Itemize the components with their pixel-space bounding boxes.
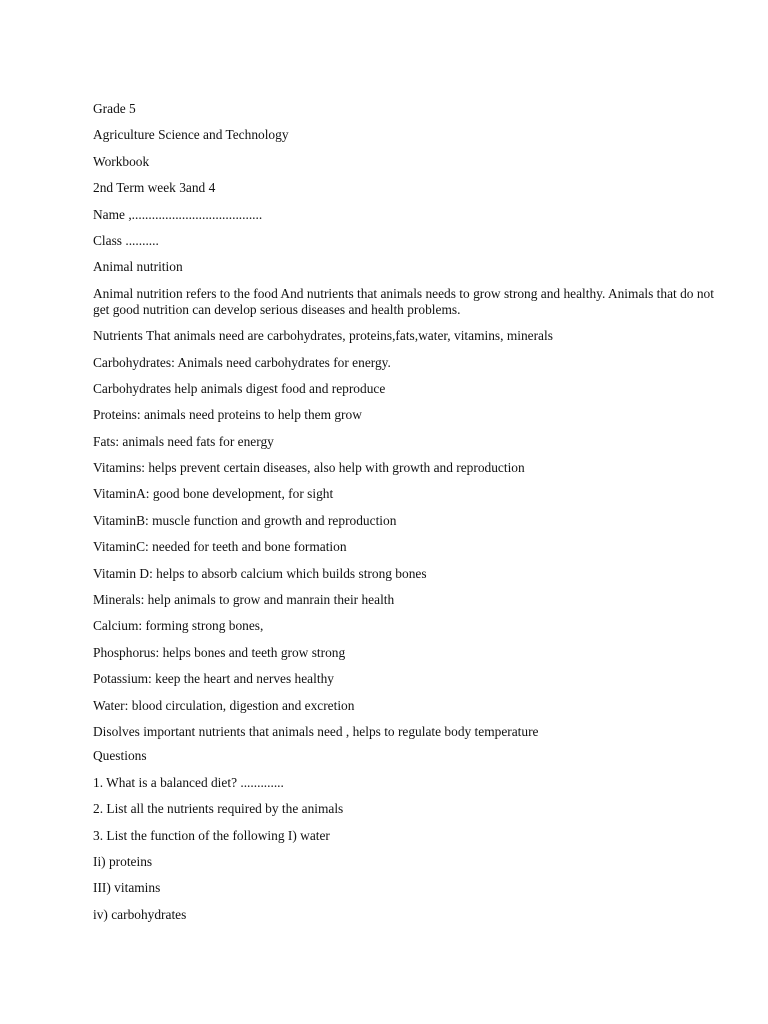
name-field: Name ,....................................... xyxy=(93,206,263,222)
fact-line: VitaminB: muscle function and growth and reproduction xyxy=(93,512,397,528)
grade-line: Grade 5 xyxy=(93,101,136,116)
subject-line: Agriculture Science and Technology xyxy=(93,127,289,143)
question-item: Ii) proteins xyxy=(93,853,153,869)
fact-line: VitaminA: good bone development, for sight xyxy=(93,486,334,502)
intro-paragraph: Animal nutrition refers to the food And nutrients that animals needs to grow strong and healthy. Animals that do not get good nutrition can develop serious diseases and health problems. xyxy=(93,285,714,317)
fact-line: Water: blood circulation, digestion and excretion xyxy=(93,697,355,713)
fact-line: Carbohydrates help animals digest food and reproduce xyxy=(93,380,386,396)
questions-heading: Questions xyxy=(93,748,147,764)
fact-line: Fats: animals need fats for energy xyxy=(93,433,274,449)
fact-line: Vitamin D: helps to absorb calcium which builds strong bones xyxy=(93,565,427,581)
nutrients-needed-line: Nutrients That animals need are carbohydrates, proteins,fats,water, vitamins, minerals xyxy=(93,328,553,344)
term-line: 2nd Term week 3and 4 xyxy=(93,180,216,196)
question-item: 1. What is a balanced diet? ............. xyxy=(93,774,284,790)
worksheet-body xyxy=(93,101,733,923)
class-field: Class .......... xyxy=(93,232,159,248)
fact-line: Disolves important nutrients that animals need , helps to regulate body temperature xyxy=(93,723,539,739)
fact-line: Minerals: help animals to grow and manrain their health xyxy=(93,592,395,608)
fact-line: Potassium: keep the heart and nerves healthy xyxy=(93,671,334,687)
fact-line: Carbohydrates: Animals need carbohydrates for energy. xyxy=(93,354,391,370)
question-item: III) vitamins xyxy=(93,880,161,896)
question-item: 3. List the function of the following I) water xyxy=(93,827,330,843)
section-title: Animal nutrition xyxy=(93,259,183,275)
question-item: 2. List all the nutrients required by the animals xyxy=(93,801,344,817)
fact-line: Phosphorus: helps bones and teeth grow strong xyxy=(93,644,346,660)
fact-line: Proteins: animals need proteins to help them grow xyxy=(93,407,362,423)
fact-line: Calcium: forming strong bones, xyxy=(93,618,264,634)
fact-line: Vitamins: helps prevent certain diseases, also help with growth and reproduction xyxy=(93,460,525,476)
doc-type-line: Workbook xyxy=(93,153,150,169)
fact-line: VitaminC: needed for teeth and bone formation xyxy=(93,539,347,555)
question-item: iv) carbohydrates xyxy=(93,906,187,922)
